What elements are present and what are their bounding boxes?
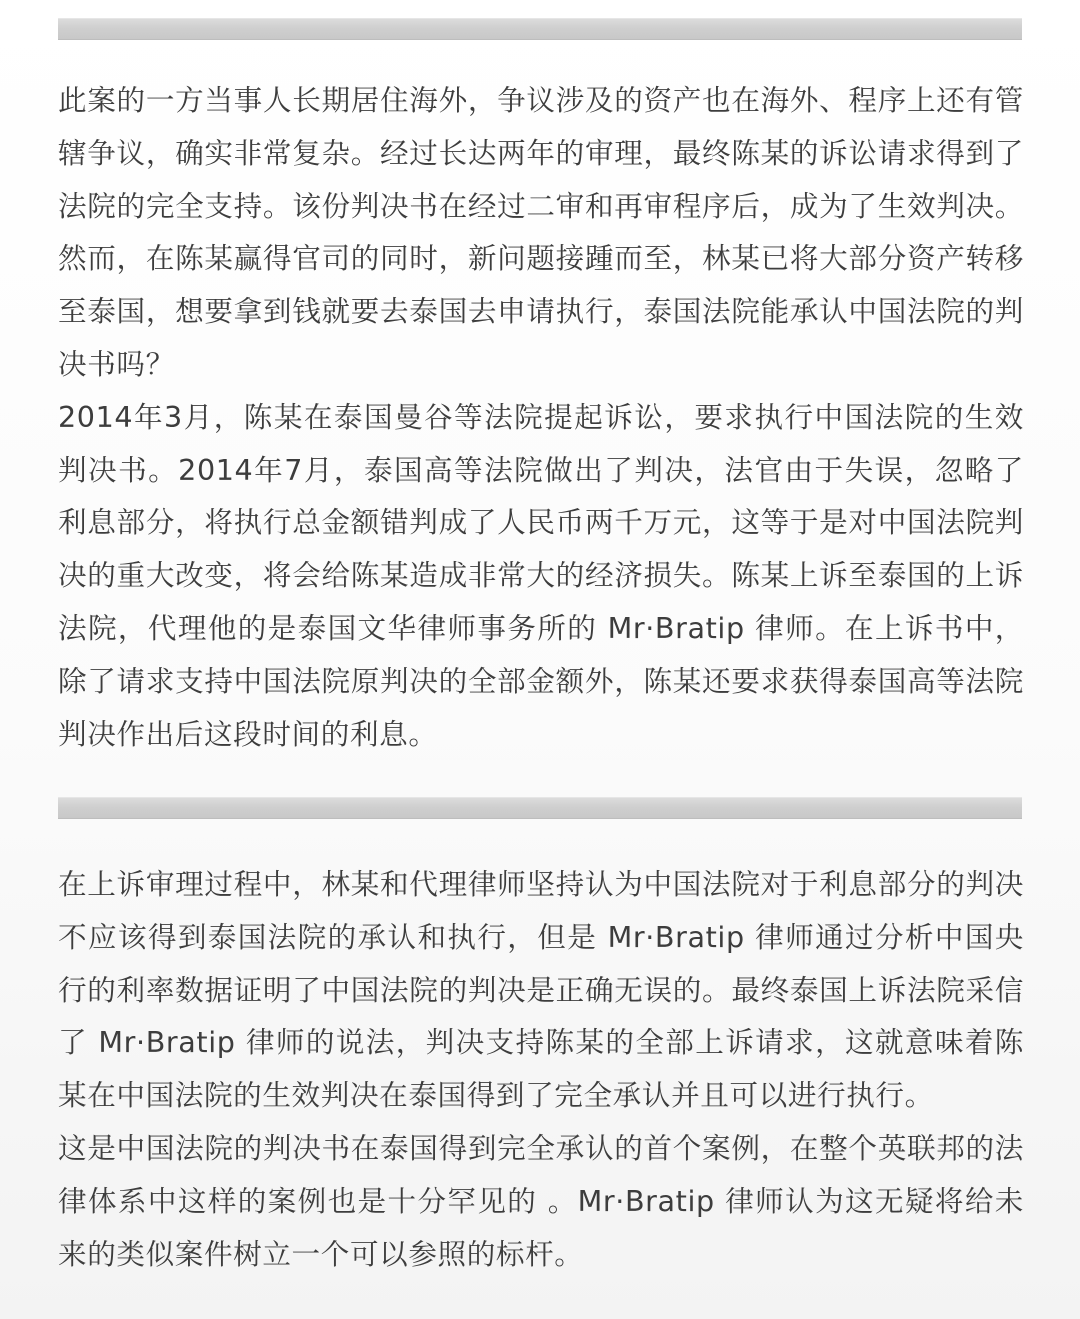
article-section-1 bbox=[58, 74, 1024, 760]
section-2-paragraph-1: 在上诉审理过程中，林某和代理律师坚持认为中国法院对于利息部分的判决不应该得到泰国法院的承认和执行，但是 Mr·Bratip 律师通过分析中国央行的利率数据证明了中国法院的判决是正确无误的。最终泰国上诉法院采信了 Mr·Bratip 律师的说法，判决支持陈某的全部上诉请求，这就意味着陈某在中国法院的生效判决在泰国得到了完全承认并且可以进行执行。 bbox=[58, 867, 1024, 1113]
middle-divider-bar bbox=[58, 797, 1022, 819]
top-divider-bar bbox=[58, 18, 1022, 40]
section-1-paragraph-1: 此案的一方当事人长期居住海外，争议涉及的资产也在海外、程序上还有管辖争议，确实非常复杂。经过长达两年的审理，最终陈某的诉讼请求得到了法院的完全支持。该份判决书在经过二审和再审程序后，成为了生效判决。然而，在陈某赢得官司的同时，新问题接踵而至，林某已将大部分资产转移至泰国，想要拿到钱就要去泰国去申请执行，泰国法院能承认中国法院的判决书吗？ bbox=[58, 83, 1024, 381]
section-2-paragraph-2: 这是中国法院的判决书在泰国得到完全承认的首个案例，在整个英联邦的法律体系中这样的案例也是十分罕见的 。Mr·Bratip 律师认为这无疑将给未来的类似案件树立一个可以参照的标杆。 bbox=[58, 1130, 1024, 1271]
section-1-paragraph-2: 2014年3月，陈某在泰国曼谷等法院提起诉讼，要求执行中国法院的生效判决书。2014年7月，泰国高等法院做出了判决，法官由于失误，忽略了利息部分，将执行总金额错判成了人民币两千万元，这等于是对中国法院判决的重大改变，将会给陈某造成非常大的经济损失。陈某上诉至泰国的上诉法院，代理他的是泰国文华律师事务所的 Mr·Bratip 律师。在上诉书中，除了请求支持中国法院原判决的全部金额外，陈某还要求获得泰国高等法院判决作出后这段时间的利息。 bbox=[58, 399, 1024, 751]
article-section-2 bbox=[58, 858, 1024, 1280]
